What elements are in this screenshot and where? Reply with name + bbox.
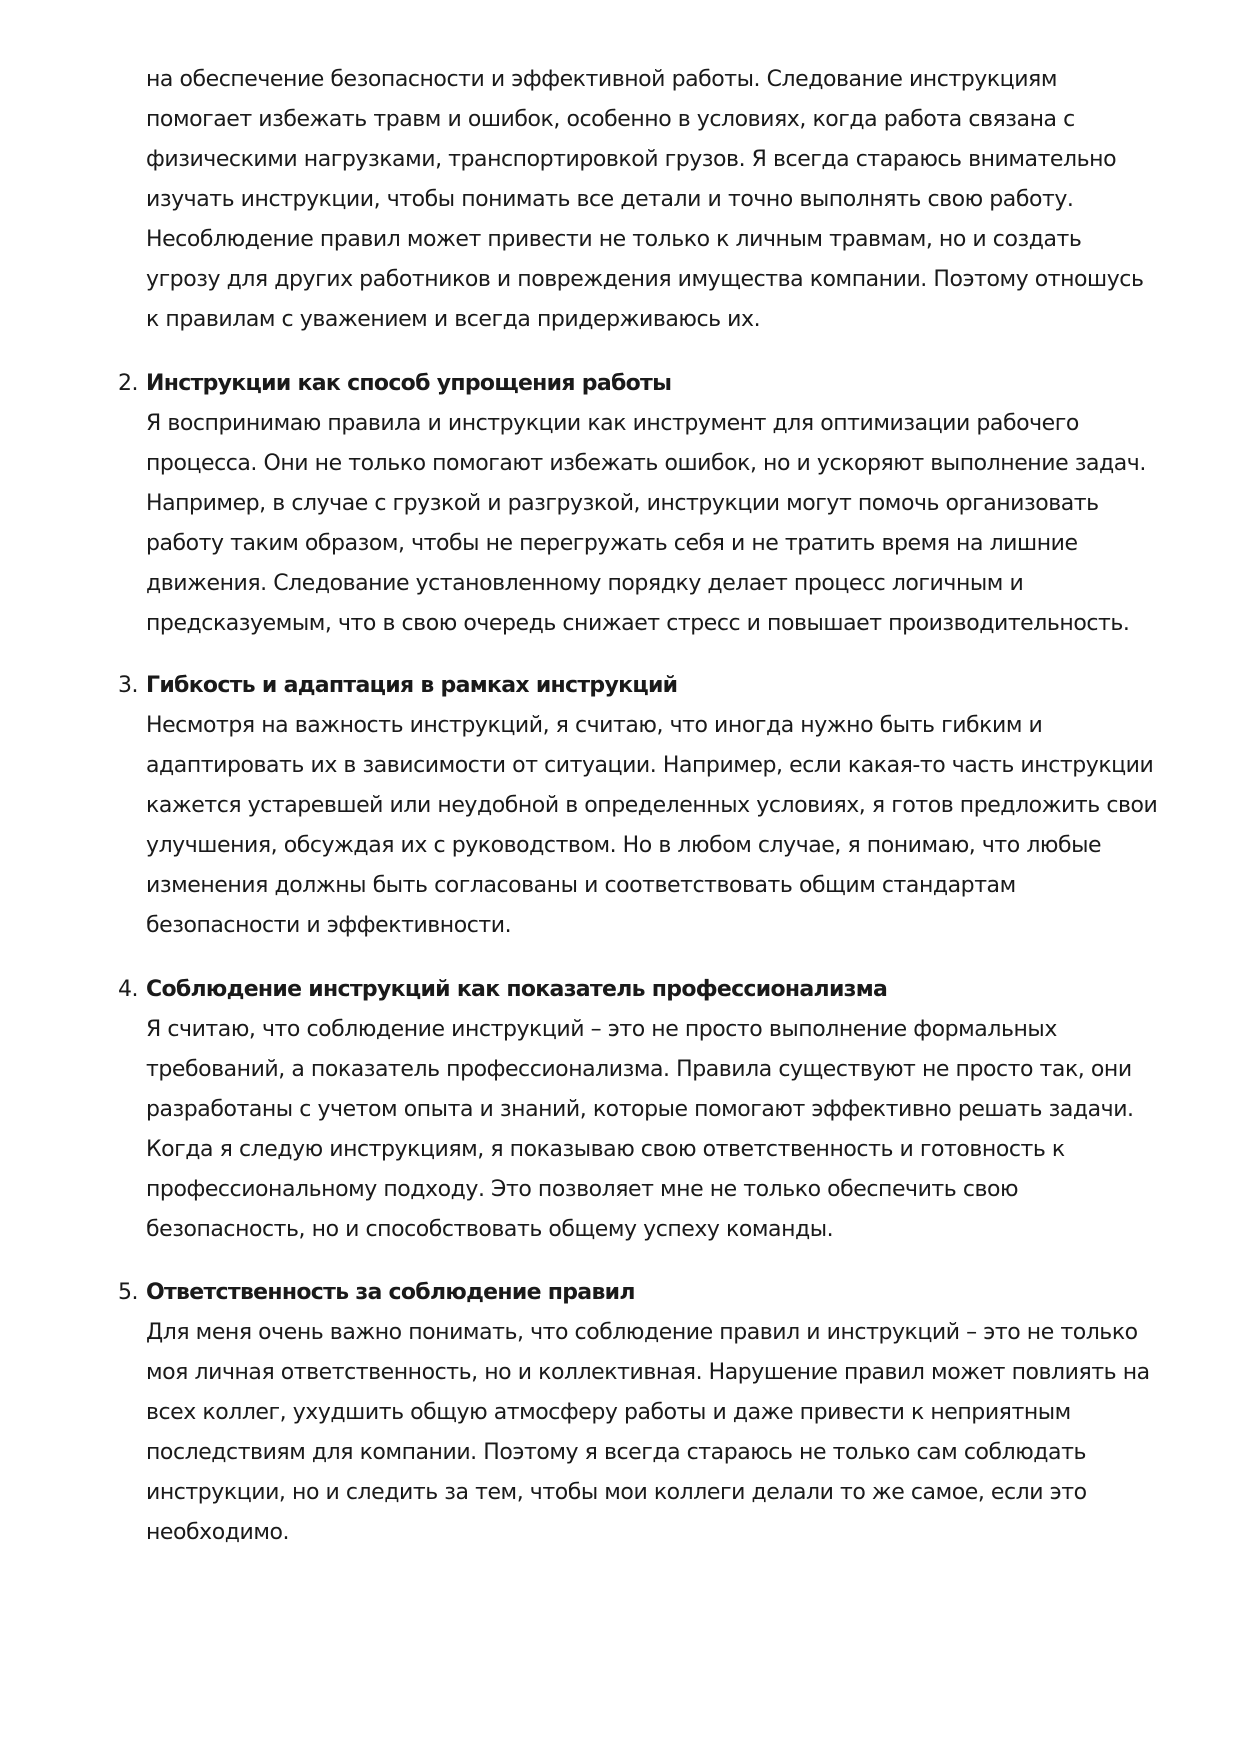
intro-paragraph: на обеспечение безопасности и эффективной работы. Следование инструкциям помогает избежать травм и ошибок, особенно в условиях, когда работа связана с физическими нагрузками, транспортировкой грузов. Я всегда стараюсь внимательно изучать инструкции, чтобы понимать все детали и точно выполнять свою работу. Несоблюдение правил может привести не только к личным травмам, но и создать угрозу для других работников и повреждения имущества компании. Поэтому отношусь к правилам с уважением и всегда придерживаюсь их. <box>146 67 1144 332</box>
list-item-body: Я считаю, что соблюдение инструкций – это не просто выполнение формальных требований, а показатель профессионализма. Правила существуют не просто так, они разработаны с учетом опыта и знаний, которые помогают эффективно решать задачи. Когда я следую инструкциям, я показываю свою ответственность и готовность к профессиональному подходу. Это позволяет мне не только обеспечить свою безопасность, но и способствовать общему успеху команды. <box>146 1017 1134 1242</box>
list-item-body: Для меня очень важно понимать, что соблюдение правил и инструкций – это не только моя личная ответственность, но и коллективная. Нарушение правил может повлиять на всех коллег, ухудшить общую атмосферу работы и даже привести к неприятным последствиям для компании. Поэтому я всегда стараюсь не только сам соблюдать инструкции, но и следить за тем, чтобы мои коллеги делали то же самое, если это необходимо. <box>146 1320 1150 1545</box>
list-item-body: Я воспринимаю правила и инструкции как инструмент для оптимизации рабочего процесса. Они не только помогают избежать ошибок, но и ускоряют выполнение задач. Например, в случае с грузкой и разгрузкой, инструкции могут помочь организовать работу таким образом, чтобы не перегружать себя и не тратить время на лишние движения. Следование установленному порядку делает процесс логичным и предсказуемым, что в свою очередь снижает стресс и повышает производительность. <box>146 411 1146 636</box>
list-item-heading: Соблюдение инструкций как показатель профессионализма <box>146 977 888 1002</box>
list-item <box>118 1273 1158 1553</box>
list-item <box>118 666 1158 946</box>
list-item-body: Несмотря на важность инструкций, я считаю, что иногда нужно быть гибким и адаптировать их в зависимости от ситуации. Например, если какая-то часть инструкции кажется устаревшей или неудобной в определенных условиях, я готов предложить свои улучшения, обсуждая их с руководством. Но в любом случае, я понимаю, что любые изменения должны быть согласованы и соответствовать общим стандартам безопасности и эффективности. <box>146 713 1158 938</box>
list-item-heading: Ответственность за соблюдение правил <box>146 1280 635 1305</box>
list-item <box>118 970 1158 1250</box>
list-item-heading: Гибкость и адаптация в рамках инструкций <box>146 673 678 698</box>
list-item-number: 4. <box>118 977 139 1002</box>
list-item-number: 5. <box>118 1280 139 1305</box>
list-item-heading: Инструкции как способ упрощения работы <box>146 371 672 396</box>
list-item-number: 2. <box>118 371 139 396</box>
list-item-content <box>146 364 1158 644</box>
list-item-content <box>146 666 1158 946</box>
list-item-content <box>146 1273 1158 1553</box>
list-item-content <box>146 970 1158 1250</box>
list-item <box>118 364 1158 644</box>
list-item-number: 3. <box>118 673 139 698</box>
